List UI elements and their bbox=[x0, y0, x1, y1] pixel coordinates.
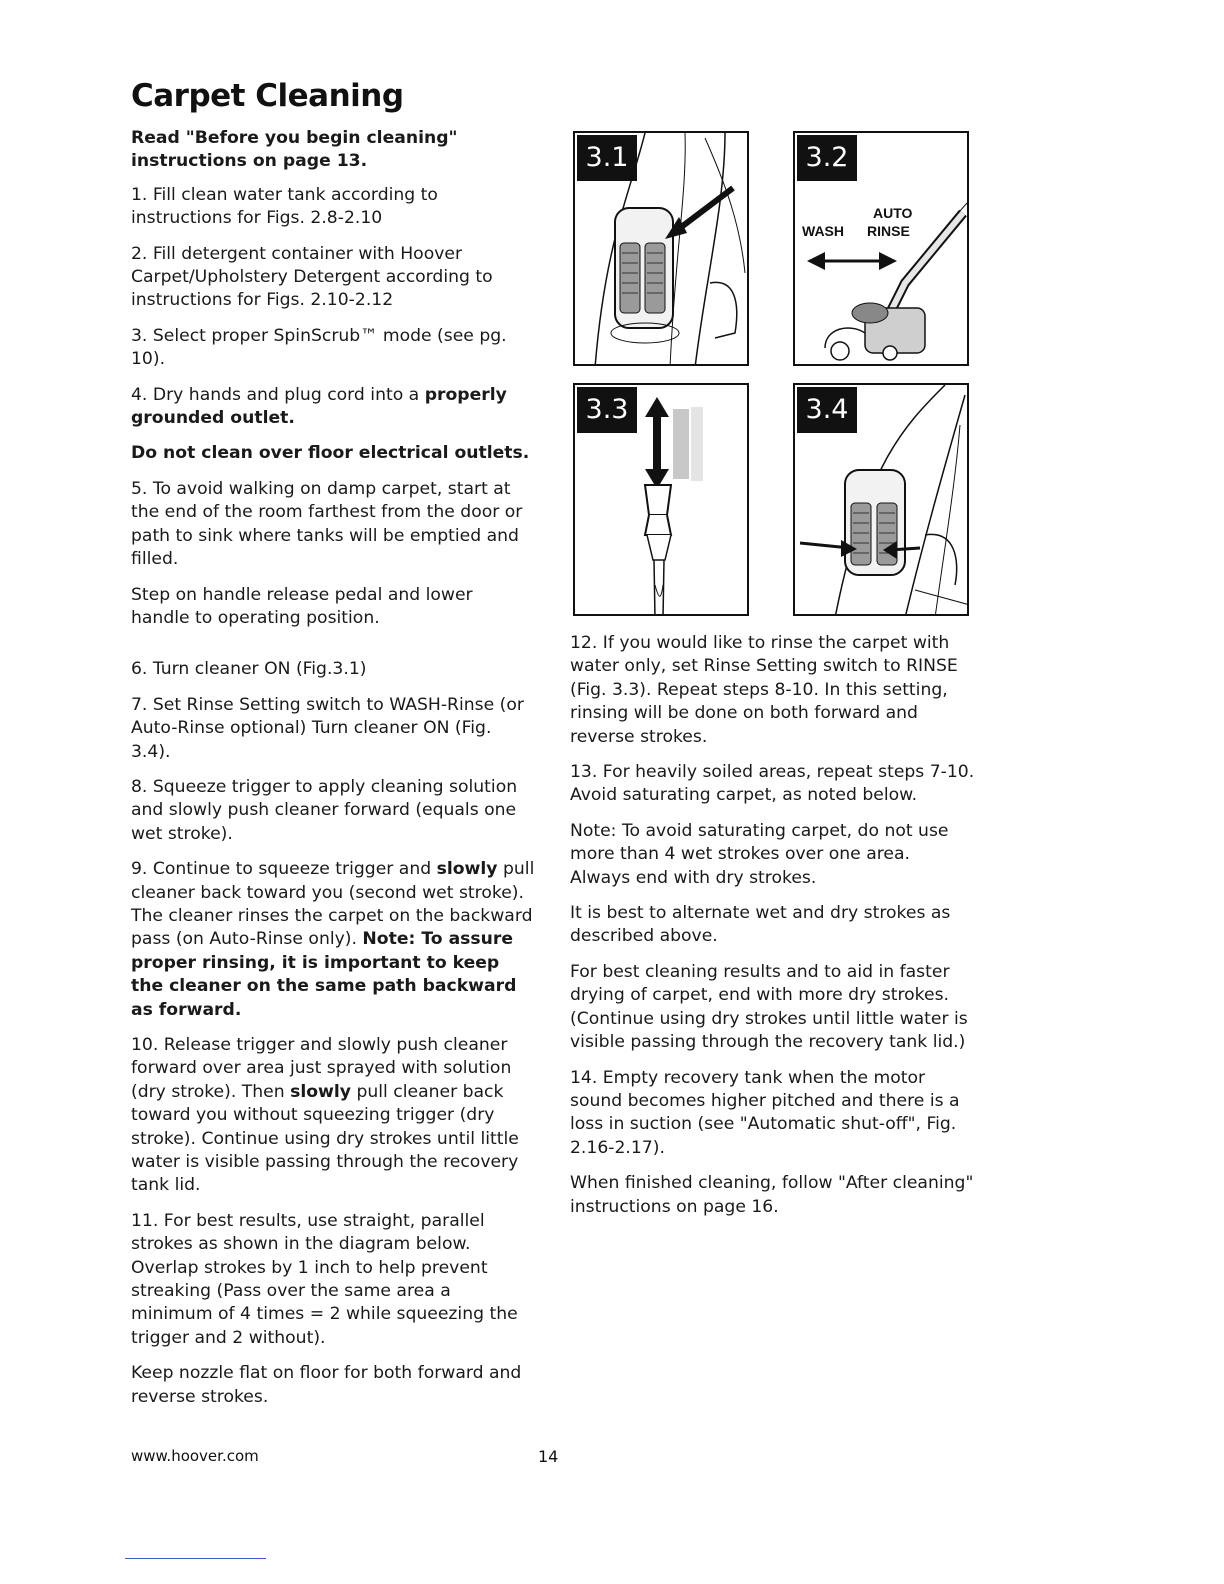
figure-3-1 bbox=[573, 131, 749, 366]
step-10-text-a: 10. Release trigger and slowly push cleaner forward over area just sprayed with solution (dry stroke). Then bbox=[131, 1035, 512, 1102]
step-2: 2. Fill detergent container with Hoover Carpet/Upholstery Detergent according to instructions for Figs. 2.10-2.12 bbox=[131, 243, 493, 311]
figure-3-3 bbox=[573, 383, 749, 616]
rinse-label: RINSE bbox=[867, 223, 910, 239]
step-5-continued: Step on handle release pedal and lower handle to operating position. bbox=[131, 584, 473, 628]
figure-3-1-badge: 3.1 bbox=[577, 135, 637, 181]
step-4-text: 4. Dry hands and plug cord into a bbox=[131, 384, 420, 405]
step-3: 3. Select proper SpinScrub™ mode (see pg. 10). bbox=[131, 325, 507, 370]
footer-url: www.hoover.com bbox=[131, 1447, 259, 1465]
step-10-text-c: pull cleaner back toward you without squeezing trigger (dry stroke). Continue using dry strokes until little water is visible passing through the recovery tank lid. bbox=[131, 1081, 519, 1196]
step-9-bold: slowly bbox=[436, 859, 498, 880]
right-column bbox=[570, 632, 975, 1231]
step-9-text-c: pull cleaner back toward you (second wet stroke). The cleaner rinses the carpet on the backward pass (on Auto-Rinse only). bbox=[131, 859, 535, 950]
step-9-text-a: 9. Continue to squeeze trigger and bbox=[131, 859, 432, 880]
figure-3-2 bbox=[793, 131, 969, 366]
page-title: Carpet Cleaning bbox=[131, 78, 404, 114]
step-9-note: Note: To assure proper rinsing, it is important to keep the cleaner on the same path backward as forward. bbox=[131, 929, 517, 1020]
figure-3-3-badge: 3.3 bbox=[577, 387, 637, 433]
left-column bbox=[131, 127, 536, 1421]
intro-instruction: Read "Before you begin cleaning" instructions on page 13. bbox=[131, 128, 458, 172]
step-1: 1. Fill clean water tank according to instructions for Figs. 2.8-2.10 bbox=[131, 184, 438, 229]
figure-3-2-badge: 3.2 bbox=[797, 135, 857, 181]
bottom-rule bbox=[125, 1558, 266, 1559]
step-4-bold: properly grounded outlet. bbox=[131, 384, 507, 429]
step-4 bbox=[131, 384, 536, 431]
step-5: 5. To avoid walking on damp carpet, start at the end of the room farthest from the door or path to sink where tanks will be emptied and filled. bbox=[131, 478, 523, 570]
alternate-strokes-note: It is best to alternate wet and dry strokes as described above. bbox=[570, 903, 951, 947]
step-7: 7. Set Rinse Setting switch to WASH-Rinse (or Auto-Rinse optional) Turn cleaner ON (Fig. 3.4). bbox=[131, 694, 524, 762]
wash-label: WASH bbox=[802, 223, 844, 239]
page-number: 14 bbox=[538, 1447, 559, 1466]
step-13: 13. For heavily soiled areas, repeat steps 7-10. Avoid saturating carpet, as noted below. bbox=[570, 762, 975, 806]
auto-label: AUTO bbox=[873, 205, 913, 221]
saturation-note: Note: To avoid saturating carpet, do not use more than 4 wet strokes over one area. Always end with dry strokes. bbox=[570, 820, 949, 888]
step-10 bbox=[131, 1034, 536, 1198]
closing-instruction: When finished cleaning, follow "After cleaning" instructions on page 16. bbox=[570, 1173, 974, 1217]
step-6: 6. Turn cleaner ON (Fig.3.1) bbox=[131, 659, 367, 680]
figure-3-4-badge: 3.4 bbox=[797, 387, 857, 433]
step-9 bbox=[131, 858, 536, 1022]
drying-tip: For best cleaning results and to aid in faster drying of carpet, end with more dry strokes. (Continue using dry strokes until little water is visible passing through the recovery tank lid.) bbox=[570, 961, 968, 1053]
step-14: 14. Empty recovery tank when the motor sound becomes higher pitched and there is a loss in suction (see "Automatic shut-off", Fig. 2.16-2.17). bbox=[570, 1067, 960, 1158]
figure-3-4 bbox=[793, 383, 969, 616]
step-11-continued: Keep nozzle flat on floor for both forward and reverse strokes. bbox=[131, 1363, 522, 1407]
step-10-bold: slowly bbox=[290, 1081, 351, 1102]
step-8: 8. Squeeze trigger to apply cleaning solution and slowly push cleaner forward (equals one wet stroke). bbox=[131, 776, 518, 844]
outlet-warning: Do not clean over floor electrical outlets. bbox=[131, 443, 530, 464]
step-12: 12. If you would like to rinse the carpet with water only, set Rinse Setting switch to RINSE (Fig. 3.3). Repeat steps 8-10. In this setting, rinsing will be done on both forward and reverse strokes. bbox=[570, 633, 958, 747]
step-11: 11. For best results, use straight, parallel strokes as shown in the diagram below. Overlap strokes by 1 inch to help prevent streaking (Pass over the same area a minimum of 4 times = 2 while squeezing the trigger and 2 without). bbox=[131, 1210, 518, 1348]
